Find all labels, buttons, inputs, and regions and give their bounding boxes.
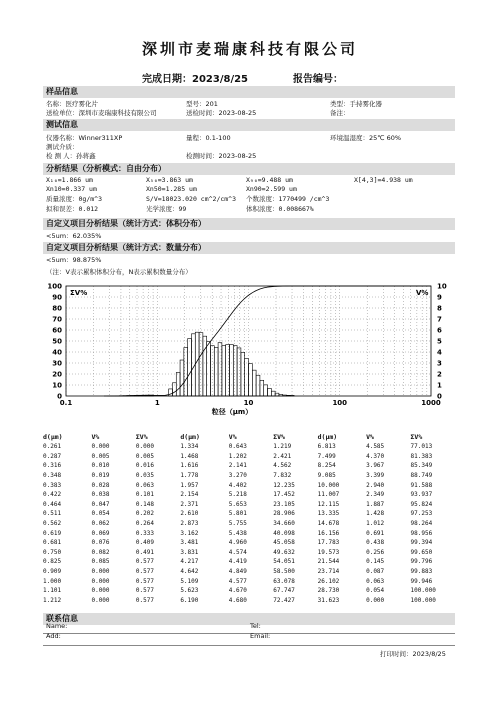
table-row <box>43 538 455 548</box>
table-cell: 0.016 <box>135 462 154 470</box>
table-cell: 1.957 <box>180 481 199 489</box>
xn10: Xn10=0.337 um <box>46 185 97 193</box>
table-cell: 58.500 <box>273 568 295 576</box>
x-axis-label: 粒径（μm） <box>211 408 253 416</box>
table-cell: 9.085 <box>317 472 336 480</box>
table-row <box>43 442 455 452</box>
table-cell: 0.909 <box>43 568 62 576</box>
histogram-bar <box>176 372 180 396</box>
table-header-cell: ΣV% <box>135 433 148 441</box>
table-cell: 1.778 <box>180 472 199 480</box>
table-cell: 1.887 <box>366 500 385 508</box>
table-cell: 49.632 <box>273 548 295 556</box>
table-cell: 0.000 <box>91 596 110 604</box>
table-cell: 88.749 <box>410 472 433 480</box>
table-cell: 12.235 <box>273 481 295 489</box>
x43: X[4,3]=4.938 um <box>354 176 413 184</box>
table-cell: 1.616 <box>180 462 199 470</box>
table-cell: 0.691 <box>366 529 385 537</box>
table-cell: 0.000 <box>366 596 385 604</box>
table-cell: 4.642 <box>180 568 199 576</box>
right-tick-label: 10 <box>437 282 447 291</box>
table-cell: 0.054 <box>91 510 110 518</box>
table-cell: 7.832 <box>273 472 292 480</box>
table-cell: 0.750 <box>43 548 62 556</box>
table-cell: 6.813 <box>317 443 336 451</box>
left-tick-label: 90 <box>52 293 62 302</box>
right-tick-label: 0 <box>437 392 442 401</box>
x-tick-label: 1 <box>154 399 160 407</box>
histogram-bar <box>249 364 253 396</box>
left-tick-label: 50 <box>52 337 62 346</box>
table-cell: 0.577 <box>135 558 154 566</box>
table-cell: 2.610 <box>180 510 199 518</box>
table-cell: 1.012 <box>366 520 385 528</box>
table-header-cell: V% <box>91 433 100 441</box>
histogram-bar <box>169 389 173 396</box>
table-cell: 12.115 <box>317 500 340 508</box>
sample-name: 名称：医疗雾化片 <box>46 100 98 108</box>
table-cell: 0.562 <box>43 520 62 528</box>
distribution-table <box>43 432 455 605</box>
histogram-bar <box>214 347 218 396</box>
table-cell: 0.019 <box>91 472 110 480</box>
table-cell: 4.370 <box>366 452 385 460</box>
table-header-cell: V% <box>366 433 374 441</box>
table-cell: 28.730 <box>317 587 340 595</box>
table-cell: 13.335 <box>317 510 340 518</box>
table-cell: 17.452 <box>273 491 295 499</box>
table-cell: 3.399 <box>366 472 385 480</box>
table-row <box>43 586 455 596</box>
instrument-name: 仪器名称：Winner311XP <box>46 134 123 142</box>
table-cell: 0.063 <box>366 577 385 585</box>
table-cell: 1.212 <box>43 596 62 604</box>
table-cell: 4.419 <box>228 558 247 566</box>
table-cell: 23.105 <box>273 500 295 508</box>
mass-concentration: 质量浓度：0g/m^3 <box>46 195 102 203</box>
test-medium: 测试介质： <box>46 143 79 151</box>
table-cell: 8.254 <box>317 462 336 470</box>
table-cell: 0.264 <box>135 520 154 528</box>
table-cell: 63.078 <box>273 577 295 585</box>
right-tick-label: 3 <box>437 359 442 368</box>
histogram-bar <box>271 391 275 396</box>
table-cell: 0.464 <box>43 500 62 508</box>
table-cell: 0.422 <box>43 491 62 499</box>
contact-header: 联系信息 <box>43 613 455 625</box>
table-cell: 0.010 <box>91 462 110 470</box>
custom-volume-value: <5um：62.035% <box>46 232 102 240</box>
table-header-cell: d(μm) <box>317 433 338 441</box>
table-cell: 54.051 <box>273 558 295 566</box>
table-header-cell: V% <box>228 433 237 441</box>
table-cell: 6.190 <box>180 596 199 604</box>
left-tick-label: 40 <box>52 348 62 357</box>
table-row <box>43 500 455 510</box>
measure-range: 量程：0.1-100 <box>186 134 231 142</box>
x90: X₉₀=9.488 um <box>246 176 293 184</box>
table-cell: 0.087 <box>366 568 385 576</box>
table-cell: 0.577 <box>135 568 154 576</box>
right-tick-label: 6 <box>437 326 442 335</box>
table-cell: 0.069 <box>91 529 110 537</box>
table-cell: 0.005 <box>91 452 110 460</box>
x-tick-label: 1000 <box>421 399 441 407</box>
table-header-cell: d(μm) <box>43 433 63 441</box>
table-cell: 28.906 <box>273 510 295 518</box>
table-row <box>43 528 455 538</box>
histogram-bar <box>275 393 279 396</box>
custom-volume-header: 自定义项目分析结果（统计方式：体积分布） <box>43 218 455 230</box>
table-cell: 1.428 <box>366 510 385 518</box>
left-tick-label: 20 <box>52 370 62 379</box>
table-cell: 4.960 <box>228 539 247 547</box>
histogram-bar <box>203 336 207 396</box>
table-cell: 95.824 <box>410 500 433 508</box>
sample-type: 类型：手持雾化器 <box>330 100 382 108</box>
right-tick-label: 2 <box>437 370 442 379</box>
contact-email: Email: <box>250 632 271 640</box>
test-info-header: 测试信息 <box>43 119 455 131</box>
histogram-bar <box>260 380 264 396</box>
table-cell: 0.409 <box>135 539 154 547</box>
table-row <box>43 596 455 606</box>
table-cell: 100.000 <box>410 596 436 604</box>
left-axis-ticks <box>47 283 62 401</box>
table-cell: 0.101 <box>135 491 154 499</box>
x-tick-label: 10 <box>243 399 254 407</box>
table-cell: 4.680 <box>228 596 247 604</box>
table-cell: 1.334 <box>180 443 199 451</box>
table-row <box>43 490 455 500</box>
company-name: 深圳市麦瑞康科技有限公司 <box>141 40 358 58</box>
table-row <box>43 452 455 462</box>
left-tick-label: 100 <box>47 282 62 291</box>
right-tick-label: 8 <box>437 304 442 313</box>
table-cell: 1.101 <box>43 587 62 595</box>
table-cell: 2.154 <box>180 491 199 499</box>
table-cell: 4.577 <box>228 577 247 585</box>
table-cell: 31.623 <box>317 596 340 604</box>
x-tick-label: 0.1 <box>59 399 73 407</box>
send-time: 送检时间：2023-08-25 <box>186 109 257 117</box>
table-cell: 0.643 <box>228 443 247 451</box>
histogram-bar <box>195 332 199 396</box>
table-cell: 0.148 <box>135 500 154 508</box>
left-tick-label: 80 <box>52 304 62 313</box>
table-cell: 99.946 <box>410 577 433 585</box>
table-row <box>43 461 455 471</box>
sample-info-header: 样品信息 <box>43 86 455 98</box>
table-cell: 99.394 <box>410 539 433 547</box>
x50: X₅₀=3.863 um <box>146 176 193 184</box>
distribution-chart <box>36 280 464 420</box>
table-cell: 0.005 <box>135 452 154 460</box>
table-header-cell: d(μm) <box>180 433 200 441</box>
table-cell: 100.000 <box>410 587 436 595</box>
table-cell: 2.141 <box>228 462 247 470</box>
table-cell: 2.371 <box>180 500 199 508</box>
table-cell: 45.058 <box>273 539 295 547</box>
table-cell: 85.349 <box>410 462 433 470</box>
table-cell: 3.481 <box>180 539 199 547</box>
sample-model: 型号：201 <box>186 100 218 108</box>
table-cell: 98.956 <box>410 529 433 537</box>
table-header-cell: ΣV% <box>410 433 423 441</box>
table-cell: 4.670 <box>228 587 247 595</box>
number-concentration: 个数浓度：1770499 /cm^3 <box>246 195 330 203</box>
x-axis-ticks <box>60 399 441 407</box>
contact-name: Name: <box>46 622 68 630</box>
left-tick-label: 10 <box>52 381 62 390</box>
table-cell: 5.623 <box>180 587 199 595</box>
table-cell: 0.261 <box>43 443 62 451</box>
table-cell: 4.402 <box>228 481 247 489</box>
histogram-bar <box>207 341 211 396</box>
right-tick-label: 9 <box>437 293 442 302</box>
table-cell: 5.109 <box>180 577 199 585</box>
table-cell: 1.219 <box>273 443 292 451</box>
table-cell: 0.082 <box>91 548 110 556</box>
table-cell: 2.421 <box>273 452 292 460</box>
fit-error: 拟和误差：0.012 <box>46 205 99 213</box>
contact-tel: Tel: <box>250 622 261 630</box>
table-cell: 99.650 <box>410 548 433 556</box>
table-cell: 0.054 <box>366 587 385 595</box>
table-row <box>43 548 455 558</box>
table-cell: 4.585 <box>366 443 385 451</box>
left-tick-label: 0 <box>57 392 62 401</box>
table-cell: 5.218 <box>228 491 247 499</box>
table-cell: 81.383 <box>410 452 433 460</box>
contact-divider <box>43 633 455 634</box>
table-cell: 5.653 <box>228 500 247 508</box>
table-cell: 21.544 <box>317 558 340 566</box>
custom-number-header: 自定义项目分析结果（统计方式：数量分布） <box>43 242 455 254</box>
analysis-header: 分析结果（分析模式：自由分布） <box>43 163 455 175</box>
print-time: 打印时间：2023/8/25 <box>380 650 446 658</box>
table-row <box>43 471 455 481</box>
right-tick-label: 7 <box>437 315 442 324</box>
table-cell: 23.714 <box>317 568 340 576</box>
table-cell: 0.085 <box>91 558 110 566</box>
left-tick-label: 30 <box>52 359 62 368</box>
custom-number-value: <5um：98.875% <box>46 256 102 264</box>
table-cell: 0.511 <box>43 510 62 518</box>
table-cell: 3.162 <box>180 529 199 537</box>
table-cell: 72.427 <box>273 596 295 604</box>
table-cell: 0.063 <box>135 481 154 489</box>
table-cell: 97.253 <box>410 510 433 518</box>
table-cell: 0.316 <box>43 462 62 470</box>
table-cell: 2.940 <box>366 481 385 489</box>
table-cell: 0.825 <box>43 558 62 566</box>
table-cell: 19.573 <box>317 548 340 556</box>
table-cell: 0.000 <box>91 587 110 595</box>
test-time: 检测时间：2023-08-25 <box>186 152 257 160</box>
histogram-bar <box>245 359 249 396</box>
bottom-divider <box>43 645 455 646</box>
histogram-bar <box>237 348 241 396</box>
table-cell: 67.747 <box>273 587 295 595</box>
histogram-bar <box>256 375 260 396</box>
table-cell: 0.035 <box>135 472 154 480</box>
inspector: 检 测 人：孙蒋鑫 <box>46 152 96 160</box>
table-cell: 3.967 <box>366 462 385 470</box>
report-number: 报告编号： <box>293 74 343 85</box>
table-cell: 0.000 <box>91 568 110 576</box>
table-cell: 10.000 <box>317 481 340 489</box>
table-cell: 14.678 <box>317 520 340 528</box>
table-cell: 93.937 <box>410 491 433 499</box>
table-row <box>43 509 455 519</box>
table-header-row <box>43 432 455 442</box>
table-cell: 40.098 <box>273 529 295 537</box>
right-axis-ticks <box>437 283 447 401</box>
table-cell: 0.062 <box>91 520 110 528</box>
histogram-bar <box>268 388 272 396</box>
table-cell: 0.202 <box>135 510 154 518</box>
xn50: Xn50=1.285 um <box>146 185 197 193</box>
table-cell: 4.849 <box>228 568 247 576</box>
table-cell: 5.801 <box>228 510 247 518</box>
table-cell: 1.202 <box>228 452 247 460</box>
table-cell: 5.438 <box>228 529 247 537</box>
histogram-bar <box>180 360 184 396</box>
histogram-bar <box>222 346 226 396</box>
table-cell: 0.287 <box>43 452 62 460</box>
volume-concentration: 体积浓度：0.008667% <box>246 205 314 213</box>
histogram-bar <box>184 348 188 396</box>
table-row <box>43 557 455 567</box>
table-cell: 98.264 <box>410 520 433 528</box>
table-cell: 0.577 <box>135 587 154 595</box>
table-row <box>43 576 455 586</box>
left-tick-label: 60 <box>52 326 62 335</box>
table-cell: 0.047 <box>91 500 110 508</box>
table-cell: 0.619 <box>43 529 62 537</box>
table-cell: 91.588 <box>410 481 433 489</box>
table-cell: 17.783 <box>317 539 340 547</box>
optical-concentration: 光学浓度：99 <box>146 205 187 213</box>
table-cell: 99.883 <box>410 568 433 576</box>
table-cell: 1.468 <box>180 452 199 460</box>
table-cell: 0.076 <box>91 539 110 547</box>
histogram-bar <box>226 345 230 396</box>
left-axis-label: ΣV% <box>70 289 88 297</box>
histogram-bar <box>264 385 268 396</box>
table-cell: 4.562 <box>273 462 292 470</box>
table-cell: 5.755 <box>228 520 247 528</box>
table-cell: 2.349 <box>366 491 385 499</box>
table-cell: 3.270 <box>228 472 247 480</box>
histogram-bar <box>188 339 192 396</box>
table-row <box>43 480 455 490</box>
table-cell: 7.499 <box>317 452 336 460</box>
table-cell: 0.681 <box>43 539 62 547</box>
right-tick-label: 1 <box>437 381 442 390</box>
table-cell: 0.000 <box>91 577 110 585</box>
table-cell: 0.000 <box>135 443 154 451</box>
table-cell: 0.577 <box>135 577 154 585</box>
table-cell: 0.348 <box>43 472 62 480</box>
histogram-bar <box>233 346 237 396</box>
right-axis-label: V% <box>416 289 429 297</box>
sample-remark: 备注： <box>330 109 350 117</box>
contact-address: Add: <box>46 632 61 640</box>
table-cell: 4.574 <box>228 548 247 556</box>
table-cell: 26.102 <box>317 577 340 585</box>
histogram-bar <box>218 343 222 396</box>
table-cell: 0.028 <box>91 481 110 489</box>
chart-note: （注：V表示累积体积分布，N表示累积数量分布） <box>46 268 192 276</box>
table-cell: 1.000 <box>43 577 62 585</box>
table-row <box>43 567 455 577</box>
specific-surface: S/V=18023.020 cm^2/cm^3 <box>146 195 237 203</box>
table-cell: 0.256 <box>366 548 385 556</box>
table-cell: 2.873 <box>180 520 199 528</box>
table-cell: 4.217 <box>180 558 199 566</box>
table-row <box>43 519 455 529</box>
table-cell: 3.831 <box>180 548 199 556</box>
table-cell: 0.000 <box>91 443 110 451</box>
table-cell: 0.333 <box>135 529 154 537</box>
table-cell: 77.013 <box>410 443 433 451</box>
table-cell: 99.796 <box>410 558 433 566</box>
x10: X₁₀=1.866 um <box>46 176 93 184</box>
table-cell: 0.491 <box>135 548 154 556</box>
right-tick-label: 4 <box>437 348 442 357</box>
table-cell: 0.383 <box>43 481 62 489</box>
xn90: Xn90=2.599 um <box>246 185 297 193</box>
table-cell: 34.660 <box>273 520 295 528</box>
completion-date: 完成日期：2023/8/25 <box>142 74 249 85</box>
table-cell: 11.007 <box>317 491 340 499</box>
left-tick-label: 70 <box>52 315 62 324</box>
table-header-cell: ΣV% <box>273 433 285 441</box>
env-conditions: 环境温湿度：25℃ 60% <box>330 134 402 142</box>
table-cell: 0.038 <box>91 491 110 499</box>
table-cell: 16.156 <box>317 529 340 537</box>
sender-unit: 送检单位：深圳市麦瑞康科技有限公司 <box>46 109 157 117</box>
table-cell: 0.438 <box>366 539 385 547</box>
table-cell: 0.145 <box>366 558 385 566</box>
table-cell: 0.577 <box>135 596 154 604</box>
right-tick-label: 5 <box>437 337 442 346</box>
x-tick-label: 100 <box>332 399 348 407</box>
